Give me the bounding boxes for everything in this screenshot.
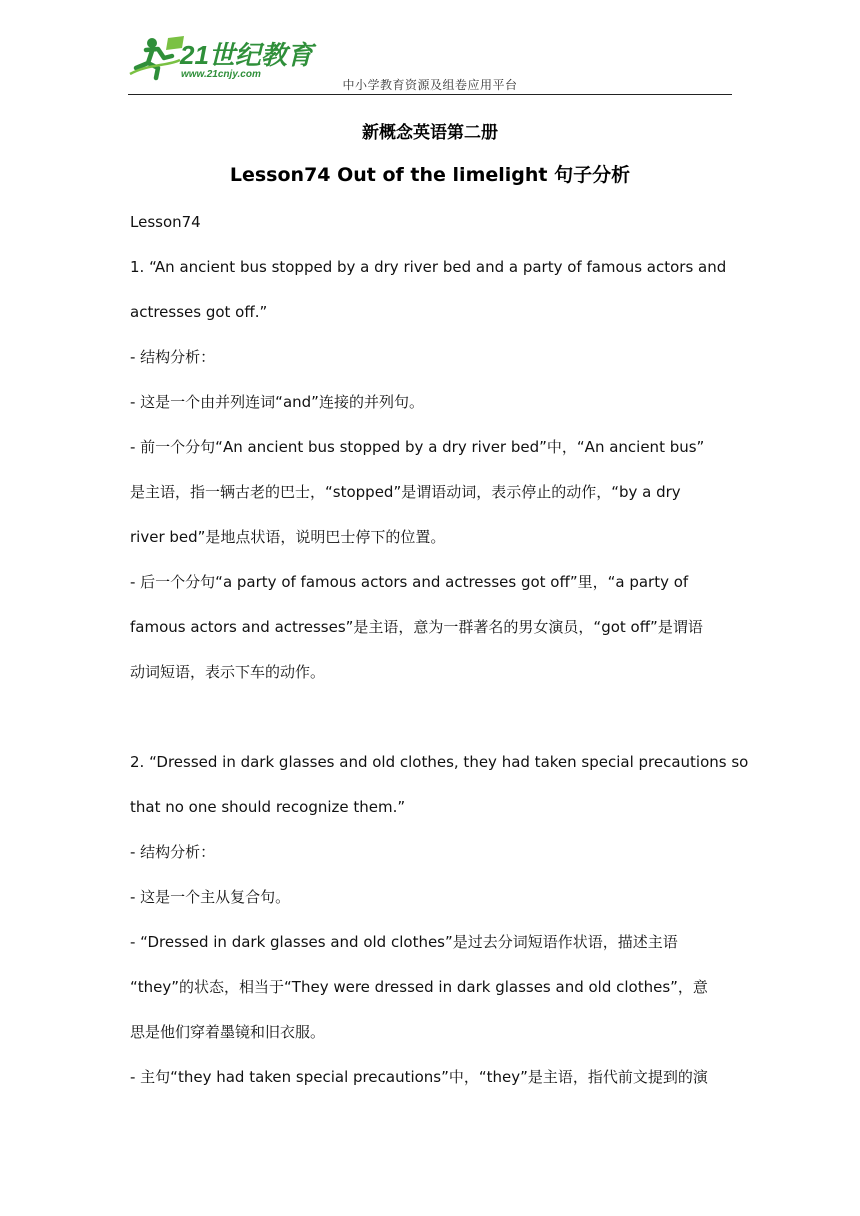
text-line: famous actors and actresses”是主语，意为一群著名的男女演员，“got off”是谓语 [130,618,703,636]
text-line: - 这是一个主从复合句。 [130,888,291,906]
header-divider [128,94,732,95]
lesson-title: Lesson74 Out of the limelight 句子分析 [229,164,631,186]
text-line: - “Dressed in dark glasses and old clothes”是过去分词短语作状语，描述主语 [130,933,678,951]
text-line: “they”的状态，相当于“They were dressed in dark glasses and old clothes”，意 [130,978,708,996]
text-line: river bed”是地点状语，说明巴士停下的位置。 [130,528,446,546]
blank-line [130,695,732,740]
document-body [130,200,749,1100]
logo-url: www.21cnjy.com [181,69,261,80]
runner-icon [130,36,184,78]
text-line: - 前一个分句“An ancient bus stopped by a dry river bed”中，“An ancient bus” [130,438,705,456]
text-line: 2. “Dressed in dark glasses and old clothes, they had taken special precautions so [130,753,749,771]
logo-21cnjy [128,34,318,82]
header-slogan: 中小学教育资源及组卷应用平台 [342,78,518,92]
text-line: that no one should recognize them.” [130,798,406,816]
text-line: - 结构分析： [130,843,216,861]
page-header [128,34,732,96]
text-line: - 主句“they had taken special precautions”中，“they”是主语，指代前文提到的演 [130,1068,708,1086]
text-line: 是主语，指一辆古老的巴士，“stopped”是谓语动词，表示停止的动作，“by a dry [130,483,681,501]
text-line: - 后一个分句“a party of famous actors and actresses got off”里，“a party of [130,573,689,591]
text-line: 1. “An ancient bus stopped by a dry river bed and a party of famous actors and [130,258,727,276]
text-line: - 结构分析： [130,348,216,366]
logo-wordmark: 21世纪教育 [180,40,313,70]
book-title: 新概念英语第二册 [362,123,498,143]
text-line: 动词短语，表示下车的动作。 [130,663,326,681]
text-line: - 这是一个由并列连词“and”连接的并列句。 [130,393,424,411]
text-line: Lesson74 [130,213,201,231]
text-line: 思是他们穿着墨镜和旧衣服。 [130,1023,326,1041]
text-line: actresses got off.” [130,303,268,321]
